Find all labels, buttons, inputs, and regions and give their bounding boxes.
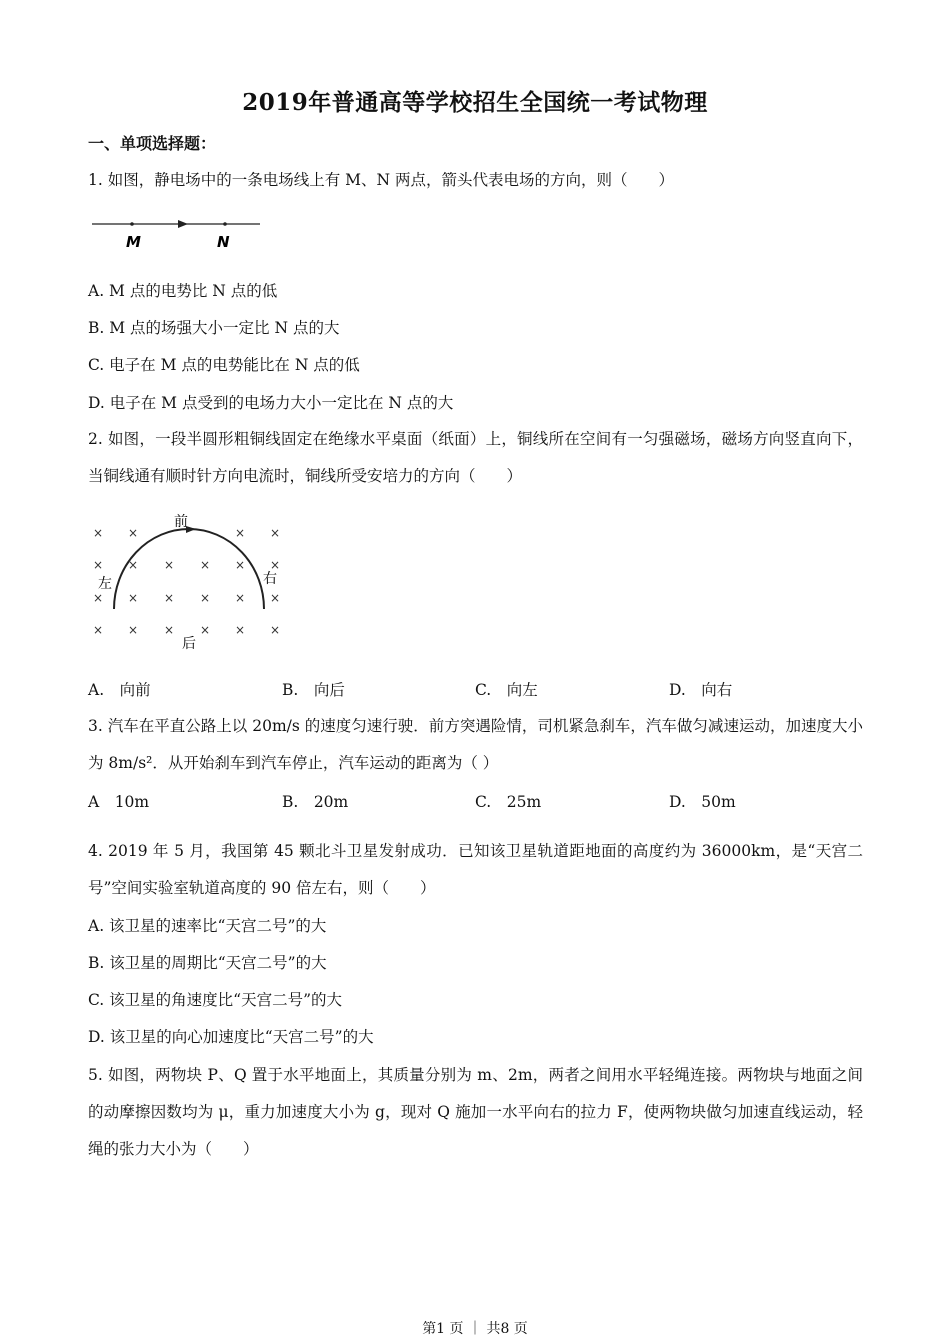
q1-option-a: A. M 点的电势比 N 点的低 bbox=[88, 282, 278, 300]
svg-text:×: × bbox=[235, 591, 246, 605]
svg-text:×: × bbox=[93, 591, 104, 605]
label-back: 后 bbox=[182, 636, 196, 652]
field-direction-arrow-icon bbox=[178, 220, 188, 228]
q2-option-c: C. 向左 bbox=[475, 681, 538, 699]
q1-option-d: D. 电子在 M 点受到的电场力大小一定比在 N 点的大 bbox=[88, 394, 454, 412]
q4-stem: 4. 2019 年 5 月，我国第 45 颗北斗卫星发射成功．已知该卫星轨道距地面的高度约为 36000km，是“天宫二号”空间实验室轨道高度的 90 倍左右，则（ ） bbox=[88, 842, 863, 897]
svg-text:×: × bbox=[164, 623, 175, 637]
svg-text:×: × bbox=[200, 623, 211, 637]
svg-text:×: × bbox=[270, 526, 281, 540]
svg-text:×: × bbox=[164, 591, 175, 605]
page-footer: 第1 页 ｜ 共8 页 bbox=[422, 1321, 528, 1337]
svg-text:×: × bbox=[270, 591, 281, 605]
label-n: N bbox=[217, 233, 230, 251]
svg-text:×: × bbox=[235, 558, 246, 572]
q2-magnetic-field-figure bbox=[88, 508, 298, 658]
svg-text:×: × bbox=[235, 623, 246, 637]
q3-option-a: A 10m bbox=[88, 793, 150, 811]
svg-text:×: × bbox=[93, 526, 104, 540]
svg-text:×: × bbox=[128, 558, 139, 572]
svg-text:×: × bbox=[200, 591, 211, 605]
q4-option-c: C. 该卫星的角速度比“天宫二号”的大 bbox=[88, 991, 343, 1009]
q5-stem: 5. 如图，两物块 P、Q 置于水平地面上，其质量分别为 m、2m，两者之间用水平轻绳连接。两物块与地面之间的动摩擦因数均为 μ，重力加速度大小为 g，现对 Q 施加一水平向右的拉力 F，使两物块做匀加速直线运动，轻绳的张力大小为（ ） bbox=[88, 1066, 863, 1158]
q3-stem: 3. 汽车在平直公路上以 20m/s 的速度匀速行驶．前方突遇险情，司机紧急刹车，汽车做匀减速运动，加速度大小为 8m/s²．从开始刹车到汽车停止，汽车运动的距离为（ ） bbox=[88, 717, 863, 772]
svg-text:×: × bbox=[93, 558, 104, 572]
label-m: M bbox=[126, 233, 141, 251]
q2-option-b: B. 向后 bbox=[282, 681, 345, 699]
q3-option-b: B. 20m bbox=[282, 793, 349, 811]
label-front: 前 bbox=[174, 514, 188, 530]
svg-text:×: × bbox=[164, 558, 175, 572]
q3-option-c: C. 25m bbox=[475, 793, 542, 811]
q3-option-d: D. 50m bbox=[669, 793, 736, 811]
section-heading: 一、单项选择题： bbox=[88, 134, 217, 153]
svg-text:×: × bbox=[128, 526, 139, 540]
svg-text:×: × bbox=[270, 558, 281, 572]
q1-option-c: C. 电子在 M 点的电势能比在 N 点的低 bbox=[88, 356, 360, 374]
svg-text:×: × bbox=[93, 623, 104, 637]
q2-stem: 2. 如图，一段半圆形粗铜线固定在绝缘水平桌面（纸面）上，铜线所在空间有一匀强磁场，磁场方向竖直向下，当铜线通有顺时针方向电流时，铜线所受安培力的方向（ ） bbox=[88, 430, 863, 485]
point-n bbox=[223, 222, 227, 226]
q4-option-d: D. 该卫星的向心加速度比“天宫二号”的大 bbox=[88, 1028, 374, 1046]
svg-text:×: × bbox=[270, 623, 281, 637]
svg-text:×: × bbox=[200, 558, 211, 572]
q1-option-b: B. M 点的场强大小一定比 N 点的大 bbox=[88, 319, 340, 337]
q2-option-d: D. 向右 bbox=[669, 681, 733, 699]
q2-option-a: A. 向前 bbox=[88, 681, 151, 699]
svg-text:×: × bbox=[128, 623, 139, 637]
label-right: 右 bbox=[263, 571, 277, 587]
q4-option-a: A. 该卫星的速率比“天宫二号”的大 bbox=[88, 917, 327, 935]
q1-field-line-figure bbox=[88, 210, 268, 255]
q1-stem: 1. 如图，静电场中的一条电场线上有 M、N 两点，箭头代表电场的方向，则（ ） bbox=[88, 171, 675, 189]
svg-text:×: × bbox=[128, 591, 139, 605]
magnetic-field-crosses bbox=[93, 526, 280, 637]
q4-option-b: B. 该卫星的周期比“天宫二号”的大 bbox=[88, 954, 327, 972]
point-m bbox=[130, 222, 134, 226]
label-left: 左 bbox=[98, 576, 112, 592]
page-title: 2019年普通高等学校招生全国统一考试物理 bbox=[242, 89, 708, 116]
svg-text:×: × bbox=[235, 526, 246, 540]
